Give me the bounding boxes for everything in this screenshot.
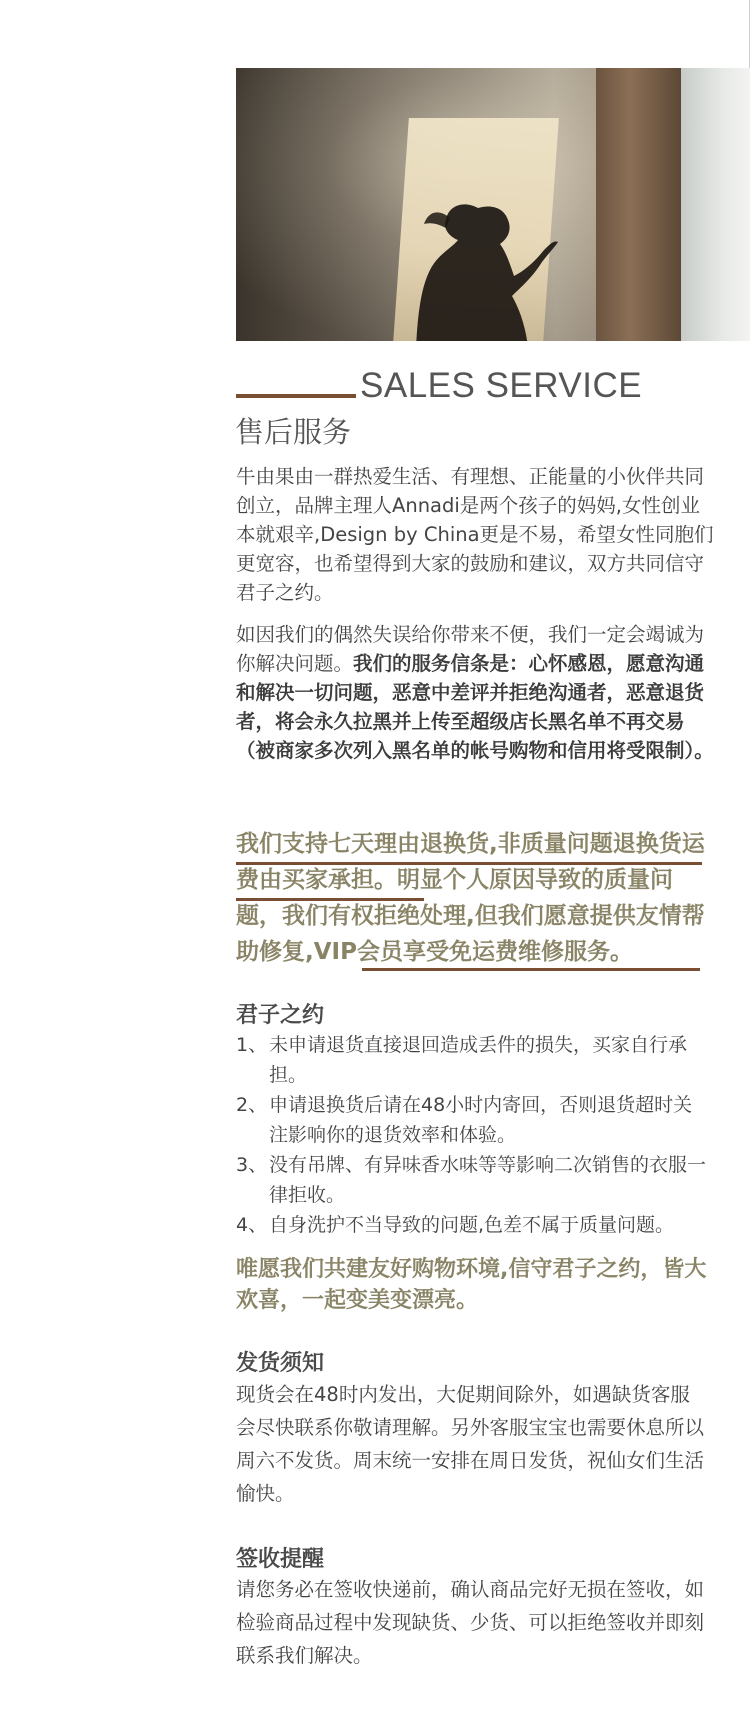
receipt-paragraph: 请您务必在签收快递前，确认商品完好无损在签收，如检验商品过程中发现缺货、少货、可以拒绝签收并即刻联系我们解决。 <box>236 1578 705 1667</box>
agreement-closing-message: 唯愿我们共建友好购物环境,信守君子之约，皆大欢喜，一起变美变漂亮。 <box>236 1257 707 1313</box>
service-paragraph-plain: 如因我们的偶然失误给你带来不便，我们一定会竭诚为你解决问题。 <box>236 623 705 675</box>
title-accent-line <box>236 394 356 398</box>
list-item <box>236 1150 706 1210</box>
list-item <box>236 1210 706 1240</box>
page-title-chinese: 售后服务 <box>235 415 352 449</box>
return-policy-highlight: 我们支持七天理由退换货,非质量问题退换货运费由买家承担。明显个人原因导致的质量问题，我们有权拒绝处理,但我们愿意提供友情帮助修复,VIP会员享受免运费维修服务。 <box>236 831 705 965</box>
list-item <box>236 1030 706 1090</box>
shipping-paragraph: 现货会在48时内发出，大促期间除外，如遇缺货客服会尽快联系你敬请理解。另外客服宝宝也需要休息所以周六不发货。周末统一安排在周日发货，祝仙女们生活愉快。 <box>236 1383 705 1505</box>
hero-photo <box>236 68 750 341</box>
list-item-text: 没有吊牌、有异味香水味等等影响二次销售的衣服一律拒收。 <box>269 1154 707 1206</box>
shipping-heading: 发货须知 <box>236 1351 325 1376</box>
list-item <box>236 1090 706 1150</box>
list-item-number: 1、 <box>236 1034 268 1056</box>
photo-bright-edge <box>681 68 750 341</box>
photo-door-frame <box>596 68 681 341</box>
page-title-english: SALES SERVICE <box>360 366 643 405</box>
list-item-text: 未申请退货直接退回造成丢件的损失，买家自行承担。 <box>269 1034 688 1086</box>
list-item-text: 申请退换货后请在48小时内寄回，否则退货超时关注影响你的退货效率和体验。 <box>269 1094 693 1146</box>
highlight-underline-2 <box>236 898 424 901</box>
list-item-number: 3、 <box>236 1154 268 1176</box>
brand-intro-paragraph: 牛由果由一群热爱生活、有理想、正能量的小伙伴共同创立，品牌主理人Annadi是两个孩子的妈妈,女性创业本就艰辛,Design by China更是不易，希望女性同胞们更宽容，也希望得到大家的鼓励和建议，双方共同信守君子之约。 <box>236 465 714 604</box>
service-paragraph <box>236 620 714 765</box>
agreement-heading: 君子之约 <box>236 1003 325 1028</box>
highlight-underline-3 <box>362 968 700 971</box>
receipt-heading: 签收提醒 <box>236 1547 325 1572</box>
highlight-underline-1 <box>236 862 702 865</box>
agreement-list <box>236 1030 706 1240</box>
list-item-number: 2、 <box>236 1094 268 1116</box>
woman-silhouette-image <box>408 178 578 341</box>
service-creed-bold: 我们的服务信条是：心怀感恩，愿意沟通和解决一切问题，恶意中差评并拒绝沟通者，恶意退货者，将会永久拉黑并上传至超级店长黑名单不再交易（被商家多次列入黑名单的帐号购物和信用将受限制）。 <box>236 652 714 762</box>
list-item-number: 4、 <box>236 1214 268 1236</box>
list-item-text: 自身洗护不当导致的问题,色差不属于质量问题。 <box>269 1214 675 1236</box>
